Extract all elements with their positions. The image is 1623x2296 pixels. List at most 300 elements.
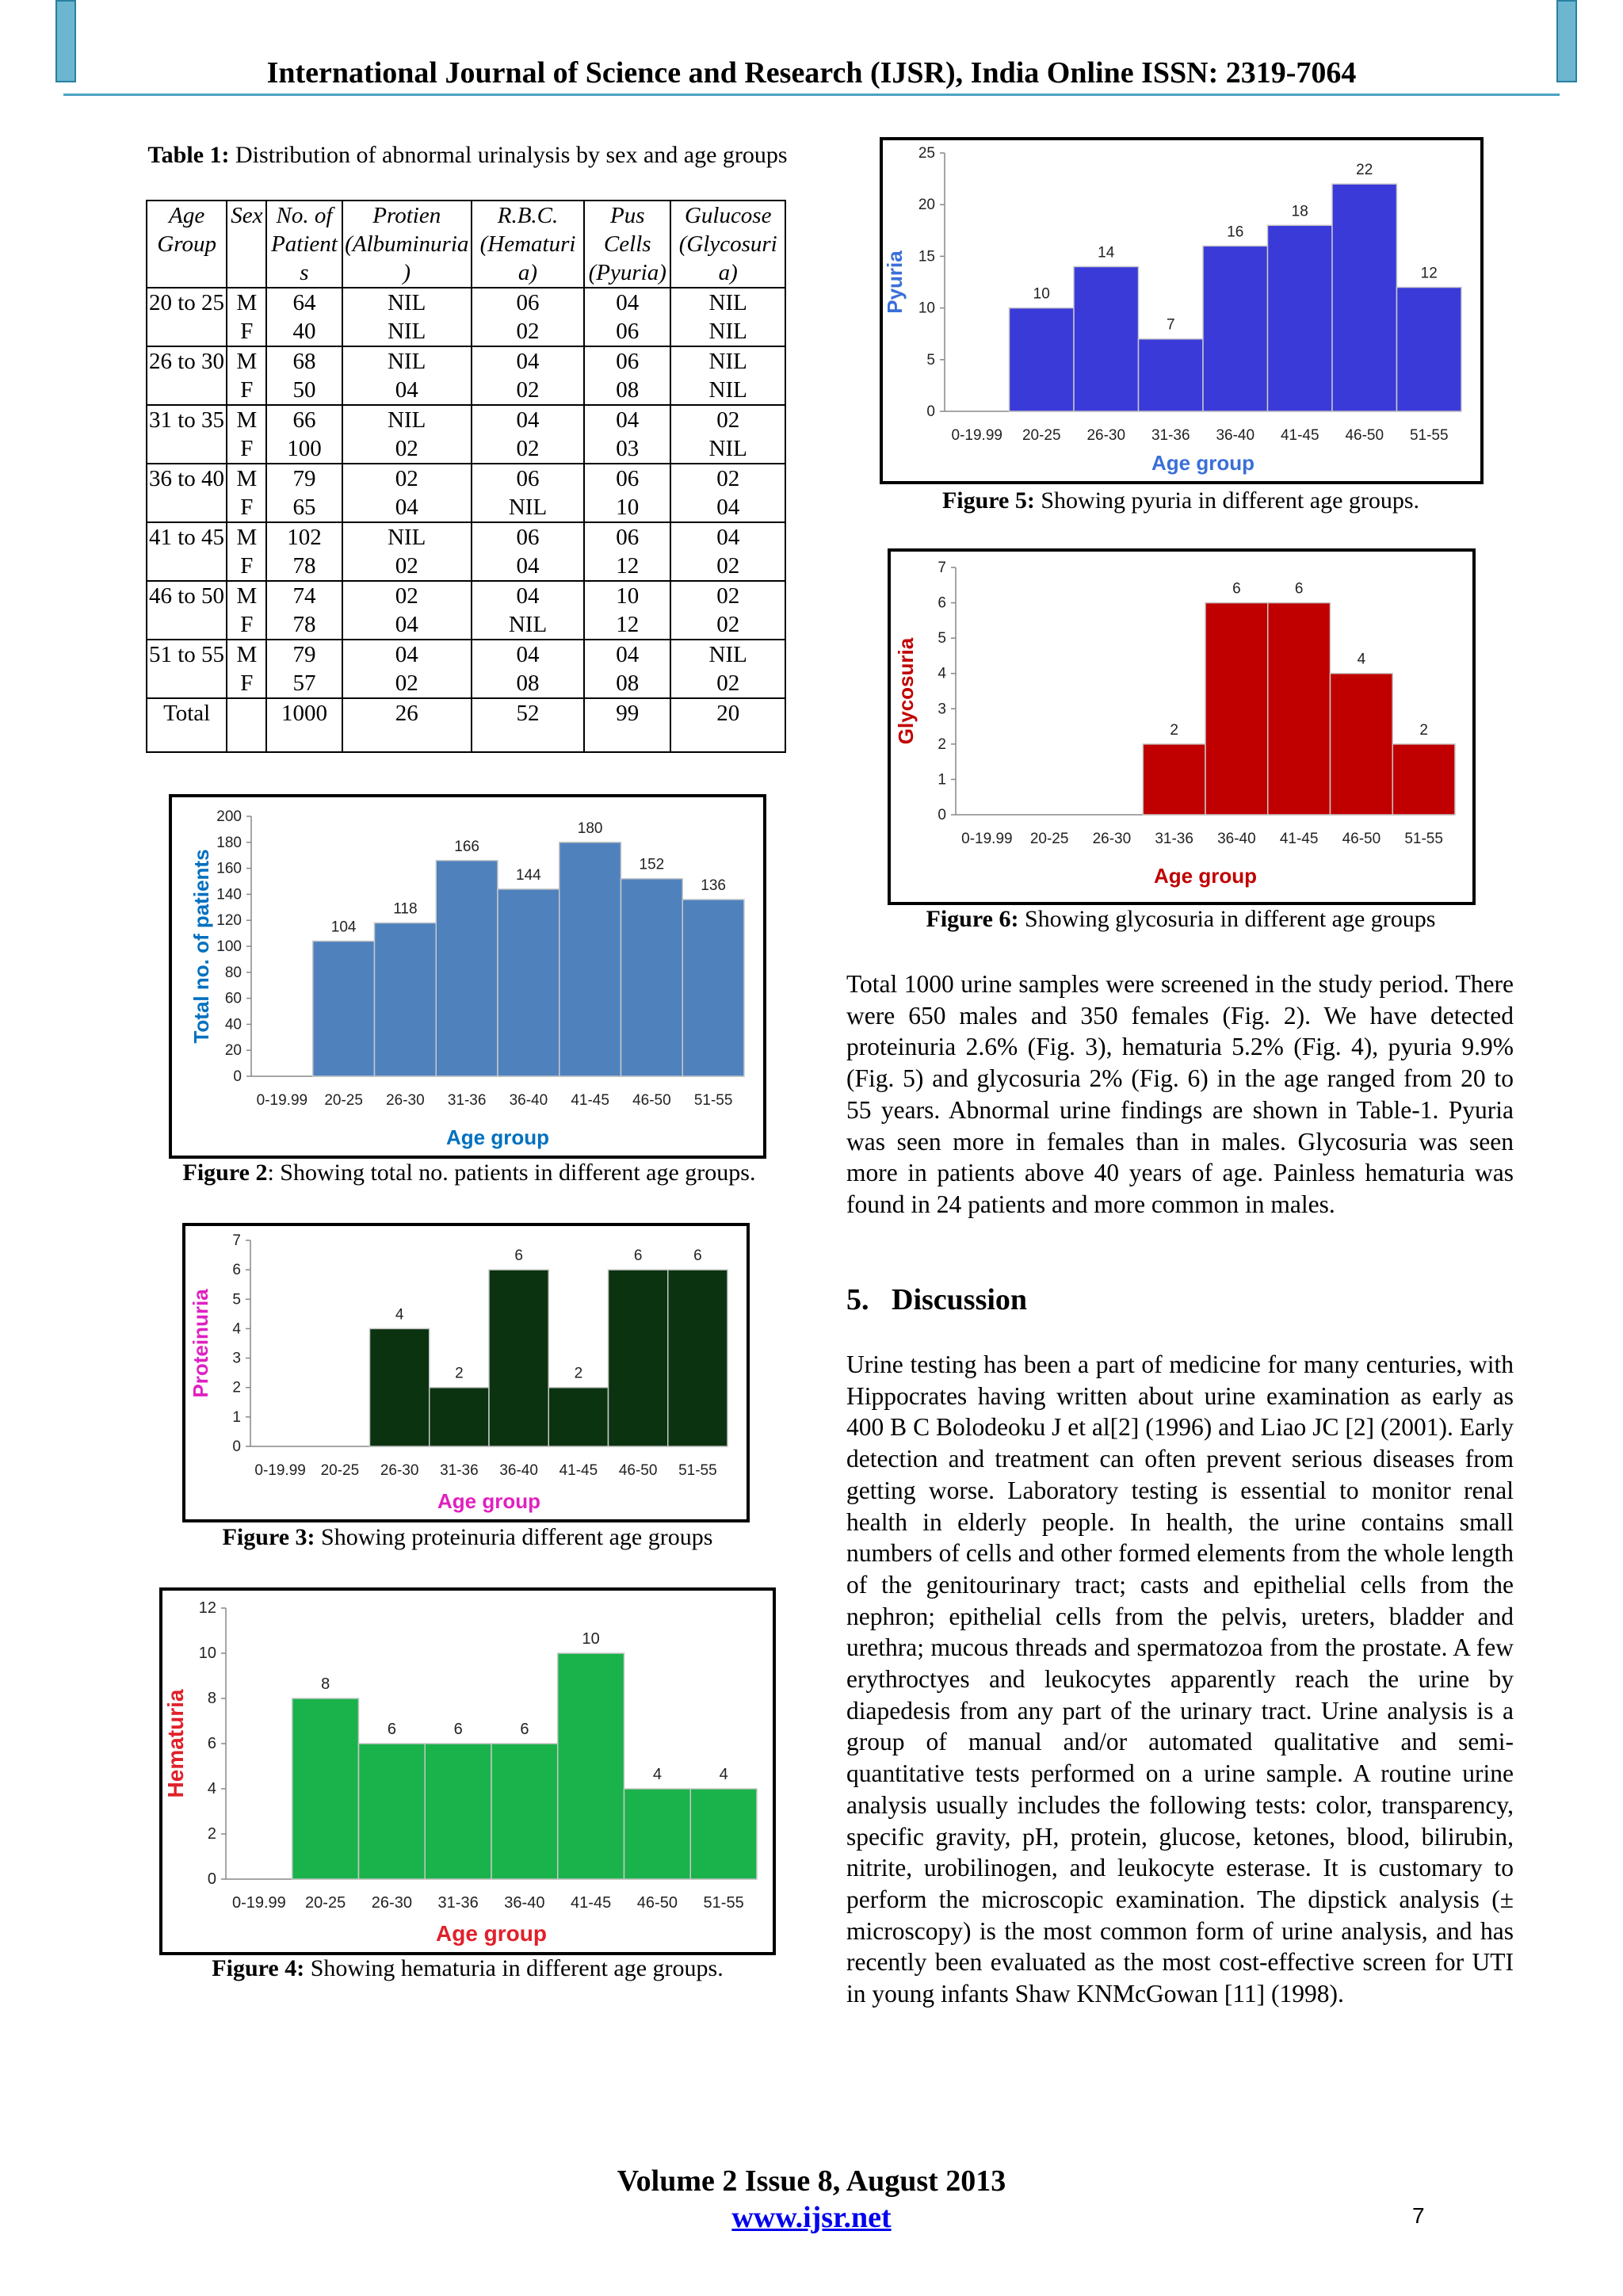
urinalysis-table [146, 200, 786, 753]
table-cell: 04 [472, 346, 584, 376]
x-tick-label: 31-36 [1151, 427, 1190, 444]
table-cell: 06 [584, 317, 670, 346]
y-tick-label: 0 [938, 807, 946, 823]
data-label: 180 [577, 819, 603, 837]
table-cell: F [227, 434, 266, 464]
table-cell: NIL [342, 405, 472, 434]
bar [609, 1270, 668, 1446]
bar [491, 1744, 558, 1879]
x-tick-label: 0-19.99 [231, 1894, 286, 1912]
table-cell: 08 [584, 669, 670, 698]
table-cell: NIL [670, 434, 785, 464]
figure-4-caption [127, 1954, 808, 1983]
figure-5-text: Showing pyuria in different age groups. [1034, 487, 1420, 514]
table-cell: M [227, 288, 266, 317]
y-tick-label: 5 [938, 630, 946, 648]
table-cell: 02 [472, 434, 584, 464]
bar [559, 842, 621, 1076]
table-cell: 02 [342, 464, 472, 493]
table-cell: 02 [670, 552, 785, 581]
table1-caption-text: Distribution of abnormal urinalysis by sex and age groups [235, 142, 788, 168]
data-label: 136 [701, 877, 726, 894]
age-group-cell: 31 to 35 [147, 405, 227, 464]
table-cell: 68 [266, 346, 342, 376]
bar [375, 923, 437, 1076]
y-tick-label: 4 [232, 1320, 241, 1338]
table-row [147, 434, 785, 464]
y-tick-label: 6 [232, 1262, 241, 1279]
table-row [147, 405, 785, 434]
table-row [147, 640, 785, 669]
x-tick-label: 26-30 [1086, 427, 1126, 444]
y-tick-label: 140 [216, 886, 242, 904]
bar [1392, 744, 1455, 815]
y-tick-label: 40 [224, 1016, 242, 1033]
table-row [147, 669, 785, 698]
y-tick-label: 0 [232, 1438, 241, 1455]
figure-3-caption [143, 1523, 792, 1552]
table-cell: NIL [342, 522, 472, 552]
data-label: 6 [693, 1247, 702, 1265]
x-tick-label: 20-25 [1022, 427, 1061, 444]
table-cell: 06 [584, 464, 670, 493]
table-cell: 02 [670, 464, 785, 493]
y-tick-label: 2 [207, 1825, 216, 1843]
table-cell: M [227, 581, 266, 610]
total-cell [227, 698, 266, 752]
table-header-row [147, 201, 785, 288]
y-tick-label: 10 [198, 1645, 216, 1662]
figure-6-label: Figure 6: [926, 906, 1019, 932]
table-cell: 02 [342, 552, 472, 581]
table-header-cell: No. of Patient s [266, 201, 342, 288]
table-cell: M [227, 346, 266, 376]
x-tick-label: 20-25 [320, 1462, 360, 1479]
x-tick-label: 20-25 [324, 1092, 363, 1109]
x-tick-label: 41-45 [559, 1462, 598, 1479]
y-tick-label: 8 [207, 1690, 216, 1707]
x-axis-title: Age group [437, 1489, 540, 1513]
data-label: 6 [1294, 580, 1304, 598]
x-tick-label: 0-19.99 [951, 427, 1002, 444]
y-tick-label: 20 [918, 197, 935, 214]
y-axis-title: Hematuria [163, 1689, 188, 1798]
table-row [147, 522, 785, 552]
y-tick-label: 12 [198, 1599, 216, 1617]
y-tick-label: 0 [207, 1870, 216, 1888]
table-cell: 04 [584, 405, 670, 434]
figure-6-caption [856, 905, 1506, 934]
x-tick-label: 36-40 [1217, 831, 1256, 847]
discussion-heading: 5. Discussion [846, 1283, 1028, 1316]
total-cell: 1000 [266, 698, 342, 752]
table-cell: 02 [342, 669, 472, 698]
bar [430, 1388, 489, 1446]
table-cell: 04 [342, 640, 472, 669]
table-cell: 02 [670, 405, 785, 434]
table-header-cell: R.B.C. (Hematuri a) [472, 201, 584, 288]
table-cell: 04 [472, 552, 584, 581]
age-group-cell: 20 to 25 [147, 288, 227, 346]
table-cell: 06 [584, 522, 670, 552]
table-cell: F [227, 317, 266, 346]
x-tick-label: 31-36 [440, 1462, 479, 1479]
figure-5-caption [856, 487, 1506, 515]
data-label: 2 [574, 1365, 583, 1382]
data-label: 144 [516, 866, 541, 884]
x-tick-label: 20-25 [305, 1894, 346, 1912]
table-cell: 50 [266, 376, 342, 405]
bar [436, 861, 498, 1076]
table-cell: 04 [670, 522, 785, 552]
age-group-cell: 46 to 50 [147, 581, 227, 640]
table-cell: 02 [472, 317, 584, 346]
table-cell: 64 [266, 288, 342, 317]
figure-2-svg [172, 797, 763, 1156]
figure-5-svg [883, 140, 1480, 481]
data-label: 10 [582, 1630, 600, 1648]
y-tick-label: 6 [938, 594, 946, 612]
table-row [147, 464, 785, 493]
x-axis-title: Age group [446, 1125, 549, 1149]
figure-4-text: Showing hematuria in different age groups. [304, 1955, 724, 1981]
y-tick-label: 25 [918, 145, 935, 162]
bar [313, 941, 375, 1076]
bar [682, 900, 744, 1076]
table-cell: 04 [472, 581, 584, 610]
table-cell: 102 [266, 522, 342, 552]
table-cell: 02 [342, 581, 472, 610]
x-tick-label: 51-55 [1409, 427, 1449, 444]
y-tick-label: 180 [216, 834, 242, 851]
y-tick-label: 1 [938, 771, 946, 789]
bar [1139, 339, 1204, 411]
bar [1268, 225, 1333, 411]
table-row [147, 346, 785, 376]
bar [690, 1789, 757, 1879]
data-label: 6 [1232, 580, 1241, 598]
y-tick-label: 1 [232, 1408, 241, 1426]
y-tick-label: 4 [207, 1780, 216, 1797]
bar [1397, 288, 1462, 411]
y-tick-label: 15 [918, 248, 935, 266]
table-cell: NIL [472, 493, 584, 522]
y-tick-label: 3 [232, 1350, 241, 1367]
x-tick-label: 41-45 [1279, 831, 1319, 847]
table-cell: 12 [584, 610, 670, 640]
header-divider [63, 94, 1560, 96]
x-tick-label: 31-36 [437, 1894, 479, 1912]
x-tick-label: 41-45 [571, 1092, 609, 1109]
y-tick-label: 20 [224, 1042, 242, 1060]
table-cell: 04 [342, 376, 472, 405]
table-cell: 04 [584, 640, 670, 669]
footer-volume: Volume 2 Issue 8, August 2013 [617, 2164, 1006, 2198]
table-cell: 03 [584, 434, 670, 464]
age-group-cell: 26 to 30 [147, 346, 227, 405]
bar [1203, 246, 1268, 411]
table-cell: M [227, 522, 266, 552]
figure-4-chart [159, 1587, 776, 1955]
table-cell: 65 [266, 493, 342, 522]
data-label: 152 [639, 856, 665, 873]
x-tick-label: 20-25 [1029, 831, 1069, 847]
y-axis-title: Glycosuria [894, 637, 918, 745]
table-cell: 78 [266, 552, 342, 581]
results-paragraph: Total 1000 urine samples were screened in the study period. There were 650 males and 350 females (Fig. 2). We have detected proteinuria 2.6% (Fig. 3), hematuria 5.2% (Fig. 4), pyuria 9.9% (Fig. 5) and glycosuria 2% (Fig. 6) in the age ranged from 20 to 55 years. Abnormal urine findings are shown in Table-1. Pyuria was seen more in females than in males. Glycosuria was seen more in patients above 40 years of age. Painless hematuria was found in 24 patients and more common in males. [846, 970, 1514, 1218]
total-cell: Total [147, 698, 227, 752]
y-tick-label: 3 [938, 701, 946, 718]
table-cell: M [227, 640, 266, 669]
x-tick-label: 46-50 [618, 1462, 658, 1479]
table-header-cell: Sex [227, 201, 266, 288]
table-cell: 04 [472, 405, 584, 434]
bar [548, 1388, 608, 1446]
x-axis-title: Age group [1154, 864, 1257, 888]
data-label: 6 [514, 1247, 523, 1265]
x-tick-label: 41-45 [571, 1894, 612, 1912]
table-row [147, 493, 785, 522]
y-tick-label: 100 [216, 938, 242, 955]
y-tick-label: 80 [224, 964, 242, 981]
table-header-cell: Protien (Albuminuria ) [342, 201, 472, 288]
x-axis-title: Age group [436, 1921, 547, 1946]
x-tick-label: 51-55 [678, 1462, 717, 1479]
table-cell: NIL [342, 288, 472, 317]
footer-website-link[interactable]: www.ijsr.net [731, 2201, 892, 2234]
total-cell: 20 [670, 698, 785, 752]
x-tick-label: 46-50 [636, 1894, 678, 1912]
y-tick-label: 2 [938, 735, 946, 753]
table1-caption [135, 141, 800, 170]
y-tick-label: 5 [926, 351, 935, 369]
bar [292, 1698, 359, 1879]
figure-3-label: Figure 3: [222, 1524, 315, 1550]
data-label: 118 [393, 900, 418, 918]
figure-4-label: Figure 4: [212, 1955, 305, 1981]
data-label: 6 [633, 1247, 643, 1265]
table-cell: NIL [670, 288, 785, 317]
table-cell: NIL [342, 317, 472, 346]
data-label: 104 [330, 919, 357, 936]
bar [558, 1653, 624, 1879]
x-tick-label: 31-36 [447, 1092, 487, 1109]
table-cell: NIL [472, 610, 584, 640]
figure-2-label: Figure 2 [182, 1159, 268, 1186]
table-cell: NIL [342, 346, 472, 376]
footer-website-row [0, 2200, 1623, 2235]
data-label: 166 [454, 838, 479, 855]
x-tick-label: 36-40 [504, 1894, 545, 1912]
table-row [147, 581, 785, 610]
x-tick-label: 26-30 [386, 1092, 425, 1109]
table-cell: M [227, 405, 266, 434]
table-cell: 04 [584, 288, 670, 317]
figure-2-chart [169, 794, 766, 1159]
table-cell: F [227, 552, 266, 581]
figure-6-chart [888, 548, 1476, 905]
x-tick-label: 51-55 [1404, 831, 1443, 847]
y-tick-label: 200 [216, 808, 242, 825]
age-group-cell: 41 to 45 [147, 522, 227, 581]
table-cell: NIL [670, 640, 785, 669]
table-row [147, 288, 785, 317]
data-label: 4 [652, 1766, 662, 1783]
y-axis-title: Proteinuria [189, 1289, 212, 1398]
table-row [147, 376, 785, 405]
bar [1143, 744, 1205, 815]
figure-6-text: Showing glycosuria in different age groups [1018, 906, 1436, 932]
y-tick-label: 10 [918, 300, 935, 317]
table-cell: NIL [670, 376, 785, 405]
data-label: 2 [1419, 721, 1428, 739]
table-cell: 02 [342, 434, 472, 464]
y-axis-title: Total no. of patients [189, 849, 213, 1044]
x-tick-label: 0-19.99 [961, 831, 1013, 847]
x-tick-label: 31-36 [1155, 831, 1193, 847]
data-label: 2 [1170, 721, 1178, 739]
table-row [147, 610, 785, 640]
data-label: 4 [395, 1306, 404, 1324]
table-cell: 06 [472, 464, 584, 493]
data-label: 8 [321, 1675, 330, 1693]
table-cell: 04 [342, 610, 472, 640]
y-tick-label: 2 [232, 1379, 241, 1396]
table-cell: F [227, 610, 266, 640]
y-tick-label: 60 [224, 990, 242, 1007]
x-tick-label: 36-40 [499, 1462, 538, 1479]
data-label: 6 [520, 1721, 529, 1738]
table-cell: 78 [266, 610, 342, 640]
total-cell: 26 [342, 698, 472, 752]
x-tick-label: 0-19.99 [254, 1462, 306, 1479]
table-row [147, 552, 785, 581]
y-tick-label: 5 [232, 1291, 241, 1308]
y-tick-label: 160 [216, 860, 242, 877]
bar [498, 889, 559, 1076]
table-cell: 79 [266, 640, 342, 669]
table1-caption-label: Table 1: [147, 142, 230, 168]
y-tick-label: 4 [938, 665, 946, 682]
figure-2-text: : Showing total no. patients in different age groups. [267, 1159, 756, 1186]
figure-6-svg [891, 552, 1472, 902]
table-cell: 02 [670, 581, 785, 610]
table-cell: M [227, 464, 266, 493]
table-cell: 66 [266, 405, 342, 434]
bar [624, 1789, 691, 1879]
figure-3-svg [185, 1226, 747, 1519]
table-cell: 04 [670, 493, 785, 522]
figure-2-caption [136, 1159, 802, 1187]
page-number: 7 [1412, 2203, 1425, 2228]
table-cell: 04 [472, 640, 584, 669]
data-label: 18 [1291, 203, 1308, 220]
table-cell: 40 [266, 317, 342, 346]
data-label: 16 [1227, 223, 1244, 241]
total-cell: 52 [472, 698, 584, 752]
x-axis-title: Age group [1151, 451, 1254, 475]
table-row [147, 317, 785, 346]
table-cell: 04 [342, 493, 472, 522]
bar [1268, 603, 1331, 815]
y-tick-label: 120 [216, 912, 242, 930]
bar [1332, 184, 1397, 411]
x-tick-label: 51-55 [703, 1894, 744, 1912]
data-label: 22 [1356, 162, 1373, 179]
x-tick-label: 26-30 [380, 1462, 419, 1479]
table-total-row [147, 698, 785, 752]
table-cell: 10 [584, 581, 670, 610]
bar [370, 1328, 430, 1446]
table-cell: 100 [266, 434, 342, 464]
figure-5-label: Figure 5: [941, 487, 1035, 514]
y-tick-label: 7 [232, 1232, 241, 1249]
data-label: 2 [455, 1365, 464, 1382]
table-cell: F [227, 669, 266, 698]
table-cell: 12 [584, 552, 670, 581]
table-cell: 08 [584, 376, 670, 405]
x-tick-label: 41-45 [1280, 427, 1319, 444]
bar [621, 879, 683, 1076]
journal-header: International Journal of Science and Research (IJSR), India Online ISSN: 2319-7064 [266, 56, 1357, 90]
table-cell: NIL [670, 317, 785, 346]
table-cell: 10 [584, 493, 670, 522]
bar [425, 1744, 491, 1879]
table-header-cell: Gulucose (Glycosuri a) [670, 201, 785, 288]
table-cell: 08 [472, 669, 584, 698]
age-group-cell: 51 to 55 [147, 640, 227, 698]
table-cell: 06 [472, 522, 584, 552]
data-label: 12 [1420, 265, 1438, 282]
x-tick-label: 51-55 [693, 1092, 733, 1109]
table-header-cell: Age Group [147, 201, 227, 288]
bar [489, 1270, 548, 1446]
figure-3-text: Showing proteinuria different age groups [315, 1524, 713, 1550]
table-cell: 79 [266, 464, 342, 493]
x-tick-label: 0-19.99 [256, 1092, 308, 1109]
y-tick-label: 6 [207, 1735, 216, 1752]
table-cell: NIL [670, 346, 785, 376]
table-cell: 57 [266, 669, 342, 698]
data-label: 4 [1357, 651, 1366, 668]
data-label: 14 [1098, 244, 1115, 262]
bar [359, 1744, 426, 1879]
y-axis-title: Pyuria [883, 250, 907, 314]
data-label: 6 [453, 1721, 463, 1738]
y-tick-label: 7 [938, 560, 946, 576]
bar [1074, 266, 1139, 411]
bar [668, 1270, 727, 1446]
x-tick-label: 36-40 [509, 1092, 548, 1109]
bar [1331, 674, 1393, 815]
x-tick-label: 26-30 [1092, 831, 1132, 847]
data-label: 10 [1033, 285, 1050, 303]
y-tick-label: 0 [926, 403, 935, 420]
data-label: 7 [1166, 316, 1175, 334]
table-cell: 02 [670, 669, 785, 698]
x-tick-label: 46-50 [1345, 427, 1384, 444]
x-tick-label: 36-40 [1216, 427, 1255, 444]
age-group-cell: 36 to 40 [147, 464, 227, 522]
data-label: 4 [719, 1766, 728, 1783]
figure-3-chart [182, 1223, 750, 1522]
y-tick-label: 0 [233, 1068, 242, 1085]
table-cell: 02 [472, 376, 584, 405]
table-cell: 06 [584, 346, 670, 376]
discussion-paragraph: Urine testing has been a part of medicine for many centuries, with Hippocrates having written about urine examination as early as 400 B C Bolodeoku J et al[2] (1996) and Liao JC [2] (2001). Early detection and treatment can often prevent serious diseases from getting worse. Laboratory testing is essential to monitor renal health in elderly people. In health, the urine contains small numbers of cells and other formed elements from the whole length of the genitourinary tract; casts and epithelial cells from the nephron; epithelial cells from the pelvis, ureters, bladder and urethra; mucous threads and spermatozoa from the prostate. A few erythroctyes and leukocytes apparently reach the urine by diapedesis from any part of the urinary tract. Urine analysis is a group of manual and/or automated qualitative and semi-quantitative tests performed on a urine sample. A routine urine analysis usually includes the following tests: color, transparency, specific gravity, pH, protein, glucose, ketones, blood, bilirubin, nitrite, urobilinogen, and leukocyte esterase. It is customary to perform the microscopic examination. The dipstick analysis (± microscopy) is the most common form of urine analysis, and has recently been evaluated as the most cost-effective screen for UTI in young infants Shaw KNMcGowan [11] (1998). [846, 1350, 1514, 2008]
figure-4-svg [162, 1591, 773, 1952]
table-cell: F [227, 493, 266, 522]
